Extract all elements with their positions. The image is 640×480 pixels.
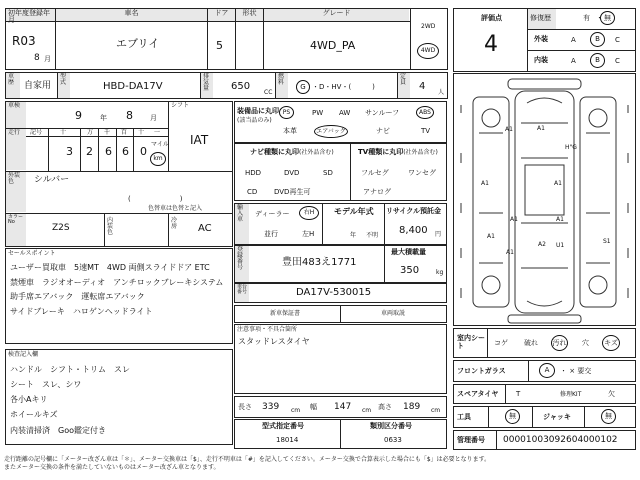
shift-header: シフト xyxy=(171,102,190,109)
recycle-yen: 円 xyxy=(435,231,442,238)
cc-unit: CC xyxy=(264,89,273,96)
new-car-warranty: 新車保証書 xyxy=(270,310,301,317)
model-year-unit: 年 xyxy=(350,232,357,239)
drive-4wd-circled: 4WD xyxy=(417,43,439,59)
equip-abs-circled: ABS xyxy=(416,106,434,119)
max-load-header: 最大積載量 xyxy=(391,248,426,256)
plate-header: 登録番号 xyxy=(235,246,249,282)
int-score-c: C xyxy=(615,57,620,65)
check-line: シート スレ、シワ xyxy=(10,380,82,389)
interior-color-header: 内装色 xyxy=(107,217,114,236)
km-circled: km xyxy=(150,152,166,166)
import-parallel: 並行 xyxy=(264,230,278,238)
seat-scratch-circled: キズ xyxy=(602,335,620,351)
door-header: ドア xyxy=(208,9,235,21)
damage-label: U1 xyxy=(556,242,565,249)
ac-header: 冷房 xyxy=(171,217,178,230)
fuel-header: 燃料 xyxy=(276,73,288,98)
inspection-month: 8 xyxy=(126,109,133,122)
repair-yes: 有 xyxy=(583,14,590,22)
score-header: 評価点 xyxy=(481,14,502,22)
mile-label: マイル xyxy=(151,141,169,148)
mileage-digit: 2 xyxy=(86,145,93,158)
doors: 5 xyxy=(216,39,223,52)
first-reg-month: 8 xyxy=(34,53,40,63)
damage-label: A1 xyxy=(556,216,564,223)
nav-dvd: DVD xyxy=(284,169,300,177)
spare-header: スペアタイヤ xyxy=(457,390,499,398)
ext-score-c: C xyxy=(615,36,620,44)
equip-leather: 本革 xyxy=(283,127,297,135)
class-no: 0633 xyxy=(384,436,402,444)
notes-text: スタッドレスタイヤ xyxy=(238,337,310,346)
chassis-header: 車台番号 xyxy=(235,284,249,302)
grade-header: グレード xyxy=(264,9,409,21)
type-no: 18014 xyxy=(276,436,299,444)
nav-hdd: HDD xyxy=(245,169,262,177)
displacement-header: 排気量 xyxy=(201,73,213,98)
car-name-header: 車名 xyxy=(56,9,207,21)
mileage-digit: 6 xyxy=(122,145,129,158)
glass-other: ・ × 要交 xyxy=(560,367,592,375)
damage-label: A1 xyxy=(506,249,514,256)
seat-header: 室内シート xyxy=(457,334,485,351)
damage-label: A1 xyxy=(487,233,495,240)
sales-line: 禁煙車 ラジオオーディオ アンチロックブレーキシステム xyxy=(10,278,224,287)
mileage-digit-header: 十 xyxy=(138,129,145,136)
int-score-b-circled: B xyxy=(590,53,605,68)
import-left-hand: 左H xyxy=(302,230,315,238)
sales-line: サイドブレーキ ハロゲンヘッドライト xyxy=(10,307,153,316)
equip-sunroof: サンルーフ xyxy=(365,109,400,117)
color-no-header: カラーNo xyxy=(6,214,26,246)
type-no-label: 型式指定番号 xyxy=(262,422,304,430)
spec-row xyxy=(5,72,448,99)
first-reg-month-unit: 月 xyxy=(44,55,51,63)
equip-navi: ナビ xyxy=(376,127,390,135)
seat-dirt-circled: 汚れ xyxy=(551,335,568,351)
notes-header: 注意事項・不具合箇所 xyxy=(237,326,298,333)
shift: IAT xyxy=(190,133,209,147)
drive-2wd: 2WD xyxy=(421,23,436,30)
max-load-unit: kg xyxy=(436,269,444,276)
color-note-paren: ( ) xyxy=(128,195,183,203)
width-label: 幅 xyxy=(310,403,317,411)
capacity: 4 xyxy=(419,81,426,92)
jack-header: ジャッキ xyxy=(543,413,571,421)
displacement: 650 xyxy=(231,81,251,92)
mileage-digit: 6 xyxy=(105,145,112,158)
color-note: 色替車は色替と記入 xyxy=(148,205,203,212)
import-header: 輸入車 xyxy=(235,204,249,244)
length-unit: cm xyxy=(291,407,301,414)
mileage-digit: 3 xyxy=(66,145,73,158)
damage-label: A1 xyxy=(510,216,518,223)
capacity-unit: 人 xyxy=(438,89,445,96)
height-value: 189 xyxy=(403,402,421,412)
length-value: 339 xyxy=(262,402,280,412)
car-diagram xyxy=(453,73,636,326)
mgmt-number: 0000100309260400010​2 xyxy=(503,435,618,445)
width-value: 147 xyxy=(334,402,352,412)
spare-t: T xyxy=(516,390,521,398)
check-line: ハンドル シフト・トリム スレ xyxy=(10,365,130,374)
import-right-hand-circled: 右H xyxy=(299,206,319,220)
damage-label: A1 xyxy=(554,180,562,187)
use-header: 車歴 xyxy=(6,73,20,98)
mileage-digit-header: 百 xyxy=(121,129,128,136)
notes-block xyxy=(234,324,447,394)
footer-line: またメーター交換の条件を満たしていないものはメーター改ざん車となります。 xyxy=(4,464,220,472)
footer-notes xyxy=(4,456,636,472)
model-header: 型式 xyxy=(58,73,70,98)
width-unit: cm xyxy=(362,407,372,414)
owner-manual: 車両取説 xyxy=(381,310,406,317)
model: HBD-DA17V xyxy=(103,81,163,92)
ext-score-b-circled: B xyxy=(590,32,605,47)
equip-aw: AW xyxy=(339,109,351,117)
inspection-year: 9 xyxy=(75,109,82,122)
inspection-year-unit: 年 xyxy=(100,114,107,122)
color-no: Z2S xyxy=(52,223,70,233)
damage-label: A1 xyxy=(505,126,513,133)
max-load-value: 350 xyxy=(400,265,420,276)
interior-score-header: 内装 xyxy=(534,56,548,64)
exterior-color: シルバー xyxy=(34,175,70,185)
nav-cd: CD xyxy=(247,188,258,196)
fuel-options: ・D・HV・( ) xyxy=(312,83,375,91)
model-year-header: モデル年式 xyxy=(334,207,374,216)
mileage-header: 走行 xyxy=(6,129,26,170)
score-value: 4 xyxy=(484,32,498,57)
separator-dot: ・ xyxy=(596,14,603,22)
equip-tv: TV xyxy=(421,127,431,135)
equip-pw: PW xyxy=(312,109,324,117)
grade: 4WD_PA xyxy=(310,39,356,52)
inspection-header: 車検 xyxy=(6,102,26,128)
import-dealer: ディーラー xyxy=(255,210,290,218)
equip-ps-circled: PS xyxy=(279,106,294,119)
fuel-gasoline-circled: G xyxy=(296,80,310,94)
jack-none-circled: 無 xyxy=(601,409,616,424)
equipment-sub: (該当品のみ) xyxy=(237,117,272,124)
seat-hole: 穴 xyxy=(582,339,589,347)
shape-header: 形状 xyxy=(236,9,263,21)
car-name: エブリイ xyxy=(116,37,160,50)
tv-fullseg: フルセグ xyxy=(361,169,389,177)
repair-no-circled: 無 xyxy=(600,11,615,25)
exterior-header: 外装色 xyxy=(6,172,26,212)
repair-header: 修復歴 xyxy=(528,9,556,29)
mileage-digit-header: 一 xyxy=(154,129,161,136)
mileage-digit-header: 万 xyxy=(87,129,94,136)
sales-line: ユーザー買取車 5速MT 4WD 両側スライドドア ETC xyxy=(10,263,210,272)
int-score-a: A xyxy=(571,57,576,65)
check-line: 内装清掃済 Goo鑑定付き xyxy=(10,426,106,435)
damage-label: A1 xyxy=(537,125,545,132)
seat-tear: 破れ xyxy=(524,339,538,347)
spare-kit: 修理KIT xyxy=(560,391,582,398)
seat-burn: コゲ xyxy=(494,339,508,347)
model-year-unknown: 不明 xyxy=(366,232,379,239)
mileage-digit-header: 千 xyxy=(104,129,111,136)
tv-analog: アナログ xyxy=(363,188,391,196)
footer-line: 走行距離の記号欄に「メーター改ざん車は「＊」、メーター交換車は「$」、走行不明車は「#」を記入してください。メーター交換で合算表示した場合にも「$」は必要となります。 xyxy=(4,456,491,463)
check-line: ホイールキズ xyxy=(10,410,58,419)
mileage-digit: 0 xyxy=(140,145,147,158)
recycle-header: リサイクル預託金 xyxy=(386,207,442,215)
tv-header: TV種類に丸印(社外品含む) xyxy=(358,148,438,156)
mgmt-header: 管理番号 xyxy=(457,436,485,444)
first-reg-header: 初年度登録年月 xyxy=(6,9,55,21)
nav-dvd-playback: DVD再生可 xyxy=(274,188,311,196)
tools-none-circled: 無 xyxy=(505,409,520,424)
recycle-value: 8,400 xyxy=(399,225,428,236)
check-header: 検査記入欄 xyxy=(8,351,39,358)
nav-sd: SD xyxy=(323,169,333,177)
equipment-header: 装備品に丸印 xyxy=(237,107,279,115)
class-no-label: 類別区分番号 xyxy=(370,422,412,430)
plate-number: 豊田483え1771 xyxy=(282,257,357,268)
check-line: 各小Aキリ xyxy=(10,395,48,404)
damage-label: S1 xyxy=(603,238,611,245)
damage-label: A1 xyxy=(481,180,489,187)
glass-header: フロントガラス xyxy=(457,367,506,375)
ext-score-a: A xyxy=(571,36,576,44)
mileage-digit-header: 記号 xyxy=(30,129,43,136)
capacity-header: 定員 xyxy=(398,73,410,98)
chassis-number: DA17V-530015 xyxy=(296,287,372,298)
glass-a-circled: A xyxy=(539,363,555,378)
use: 自家用 xyxy=(24,81,52,91)
first-reg-year: R03 xyxy=(12,34,36,48)
tools-header: 工具 xyxy=(457,413,471,421)
spare-none: 欠 xyxy=(608,390,615,398)
exterior-score-header: 外装 xyxy=(534,35,548,43)
damage-label: H"G xyxy=(565,144,577,151)
tv-oneseg: ワンセグ xyxy=(408,169,436,177)
mileage-digit-header: 十 xyxy=(60,129,67,136)
sales-line: 助手席エアバック 運転席エアバック xyxy=(10,292,145,301)
damage-label: A2 xyxy=(538,241,546,248)
equip-airbag-circled: エアバッグ xyxy=(314,125,348,138)
ac: AC xyxy=(198,223,212,234)
height-label: 高さ xyxy=(378,403,392,411)
nav-header: ナビ種類に丸印(社外品含む) xyxy=(250,148,334,156)
length-label: 長さ xyxy=(238,403,252,411)
height-unit: cm xyxy=(431,407,441,414)
sales-header: セールスポイント xyxy=(8,250,56,257)
inspection-month-unit: 月 xyxy=(150,114,157,122)
